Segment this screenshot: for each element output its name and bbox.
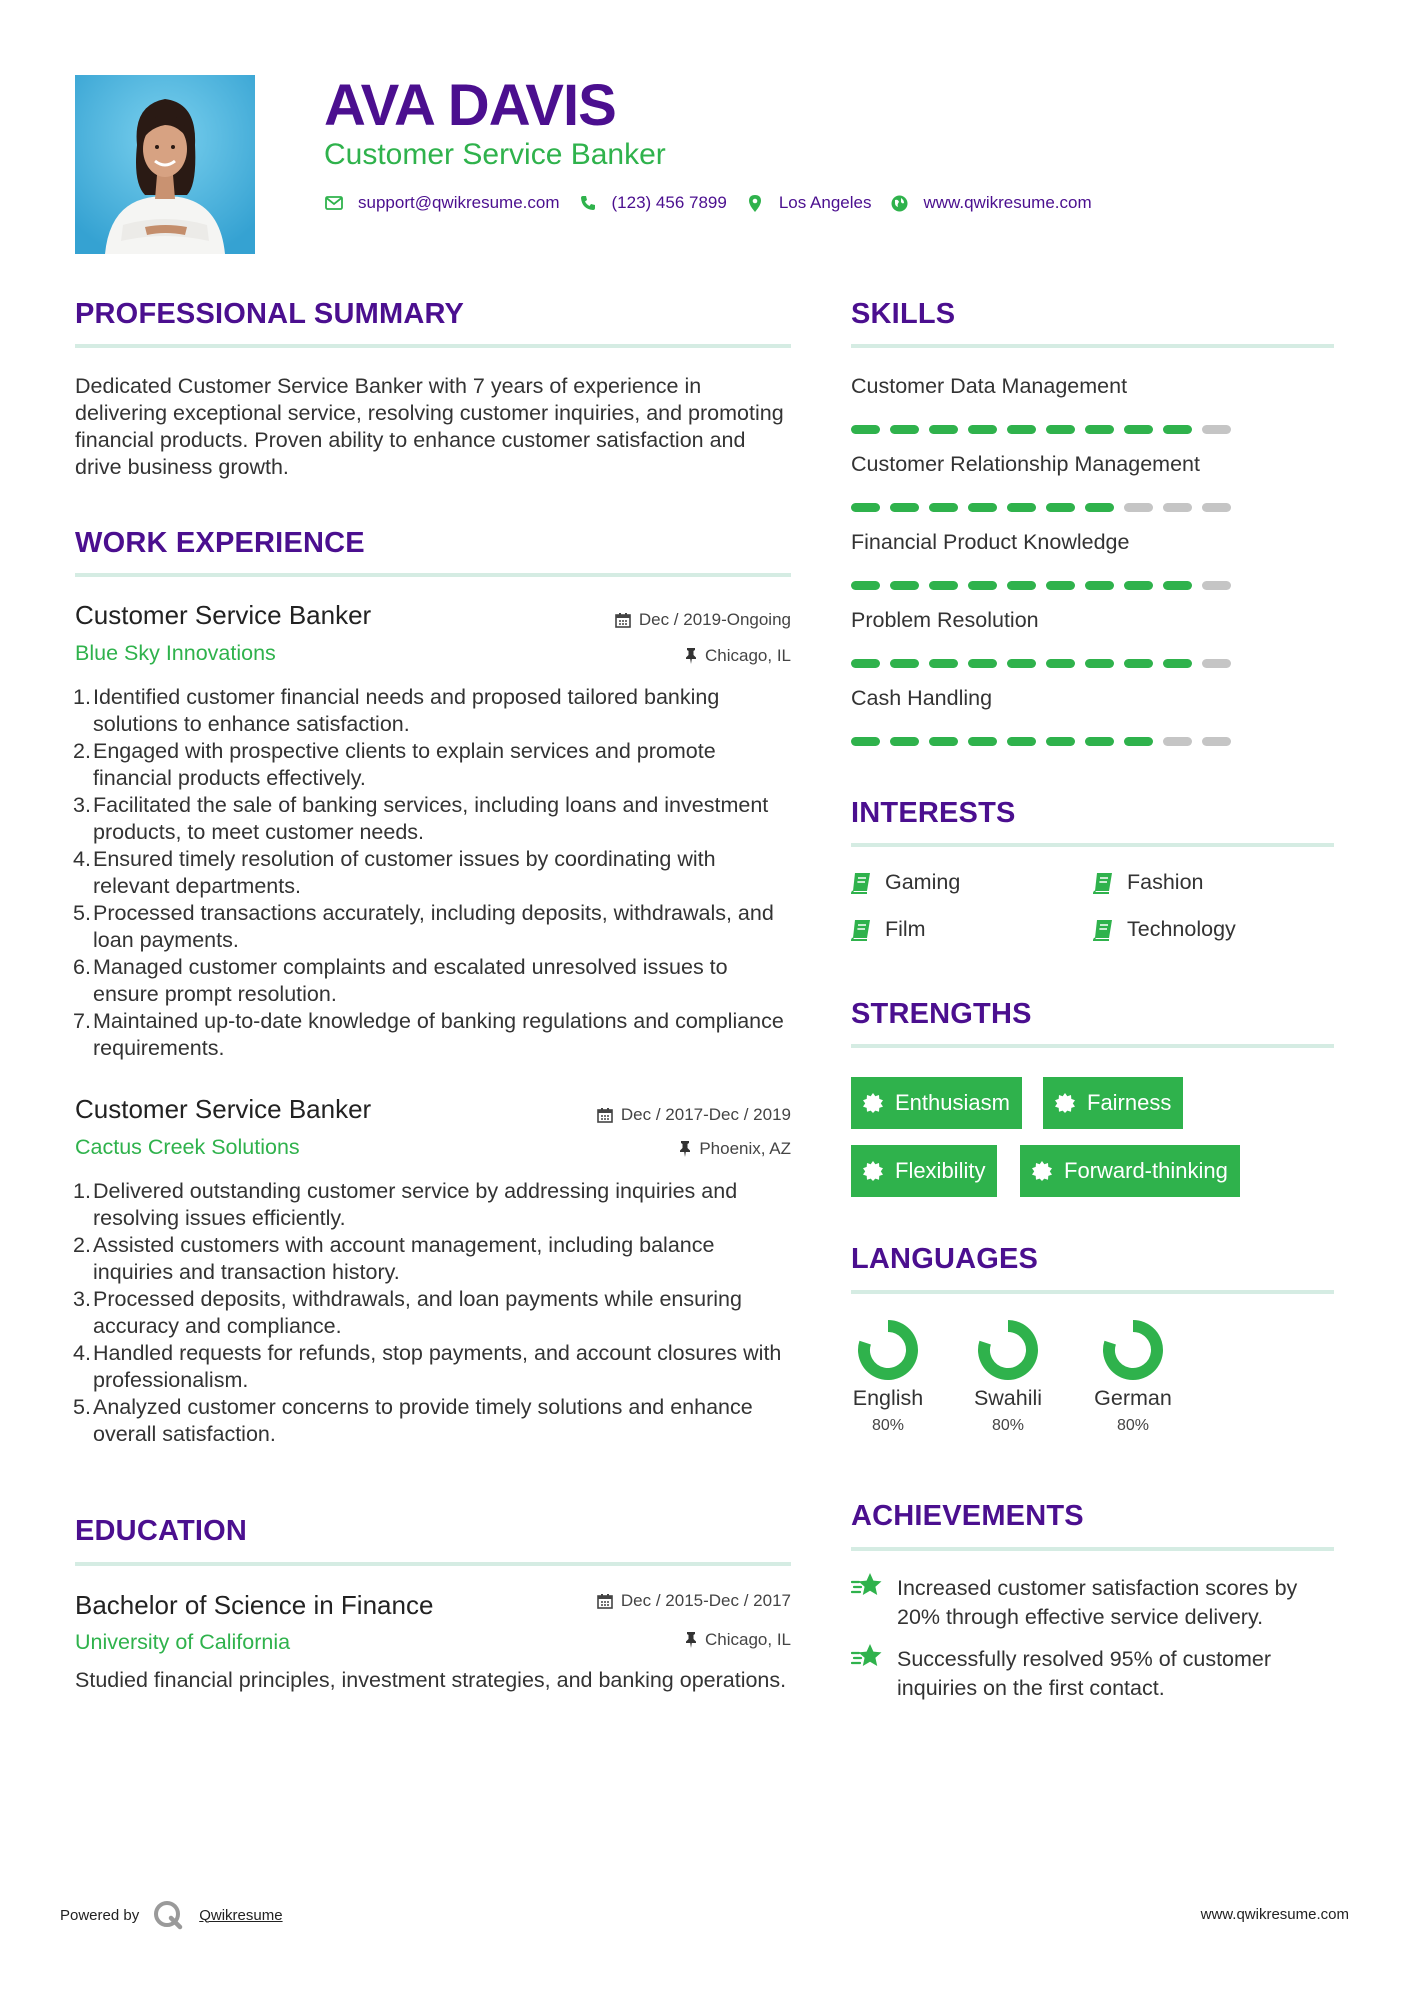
skill-dash-filled: [890, 425, 919, 434]
skill-dash-filled: [968, 425, 997, 434]
summary-text: Dedicated Customer Service Banker with 7 years of experience in delivering exceptional service, resolving customer inquiries, and promoting financial products. Proven ability to enhance customer satisfaction and drive business growth.: [75, 374, 784, 479]
summary-divider: [75, 344, 791, 348]
achievement-item: Increased customer satisfaction scores by 20% through effective service delivery.: [851, 1574, 1341, 1632]
profile-photo: [75, 75, 255, 254]
achievement-item: Successfully resolved 95% of customer inquiries on the first contact.: [851, 1645, 1341, 1703]
phone-icon: [578, 193, 598, 213]
list-item: 2. Engaged with prospective clients to explain services and promote financial products effectively.: [73, 739, 716, 790]
skill-dash-filled: [1085, 581, 1114, 590]
strengths-heading: STRENGTHS: [851, 998, 1032, 1030]
interest-item: Film: [851, 917, 926, 942]
job-2-title: Customer Service Banker: [75, 1094, 372, 1124]
education-degree: Bachelor of Science in Finance: [75, 1590, 434, 1620]
languages-heading: LANGUAGES: [851, 1243, 1039, 1275]
language-name: German: [1094, 1386, 1172, 1410]
language-level-arc: [864, 1326, 912, 1374]
language-item: [953, 1318, 1063, 1435]
skill-dash-filled: [1124, 659, 1153, 668]
work-heading: WORK EXPERIENCE: [75, 527, 365, 559]
skill-dash-filled: [851, 737, 880, 746]
job-1-location-text: Chicago, IL: [705, 646, 791, 665]
skills-divider: [851, 344, 1334, 348]
star-icon: [851, 1643, 883, 1671]
globe-icon: [889, 193, 909, 213]
skill-dash-empty: [1202, 503, 1231, 512]
brand-link[interactable]: Qwikresume: [199, 1906, 283, 1924]
job-1-dates-text: Dec / 2019-Ongoing: [638, 610, 791, 629]
phone-text: (123) 456 7899: [611, 193, 727, 212]
language-item: [1078, 1318, 1188, 1435]
language-level-arc: [1109, 1326, 1157, 1374]
skill-dash-filled: [929, 503, 958, 512]
education-school: University of California: [75, 1630, 291, 1654]
skill-name: Customer Data Management: [851, 374, 1128, 398]
achievements-divider: [851, 1547, 1334, 1551]
strength-tag: Fairness: [1043, 1077, 1183, 1129]
education-description: Studied financial principles, investment strategies, and banking operations.: [75, 1668, 787, 1692]
pushpin-icon: [685, 648, 697, 664]
education-location: [685, 1630, 791, 1650]
skill-dash-filled: [851, 581, 880, 590]
contact-email[interactable]: [324, 193, 560, 213]
job-1-dates: [615, 610, 791, 630]
job-2-location: [679, 1139, 791, 1159]
candidate-title: Customer Service Banker: [324, 138, 666, 171]
skill-level-bar: [851, 737, 1241, 746]
job-1-duties: [75, 684, 795, 1062]
list-item: 1. Identified customer financial needs and proposed tailored banking solutions to enhance satisfaction.: [73, 685, 720, 736]
calendar-icon: [597, 1593, 613, 1609]
contact-phone[interactable]: [578, 193, 727, 213]
job-2-location-text: Phoenix, AZ: [699, 1139, 791, 1158]
language-level-ring: [856, 1318, 920, 1382]
language-level-arc: [984, 1326, 1032, 1374]
skill-dash-empty: [1124, 503, 1153, 512]
skill-dash-filled: [1007, 581, 1036, 590]
skill-dash-filled: [851, 503, 880, 512]
languages-divider: [851, 1290, 1334, 1294]
skill-dash-filled: [1085, 503, 1114, 512]
skill-dash-filled: [890, 659, 919, 668]
interest-item: Technology: [1093, 917, 1236, 942]
star-icon: [851, 1572, 883, 1600]
skill-dash-filled: [1046, 503, 1075, 512]
skill-dash-filled: [1007, 503, 1036, 512]
skill-dash-filled: [890, 737, 919, 746]
list-item: 3. Processed deposits, withdrawals, and loan payments while ensuring accuracy and compliance.: [73, 1287, 742, 1338]
job-2-dates-text: Dec / 2017-Dec / 2019: [620, 1105, 791, 1124]
skill-level-bar: [851, 503, 1241, 512]
skill-dash-filled: [929, 659, 958, 668]
list-item: 4. Handled requests for refunds, stop payments, and account closures with professionalism.: [73, 1341, 782, 1392]
pushpin-icon: [679, 1141, 691, 1157]
skill-dash-filled: [1163, 425, 1192, 434]
skills-heading: SKILLS: [851, 298, 956, 330]
skill-dash-filled: [1085, 737, 1114, 746]
skill-level-bar: [851, 425, 1241, 434]
skill-level-bar: [851, 659, 1241, 668]
job-2-company: Cactus Creek Solutions: [75, 1135, 300, 1159]
skill-dash-filled: [1163, 659, 1192, 668]
badge-icon: [1032, 1161, 1052, 1181]
skill-dash-filled: [1046, 425, 1075, 434]
language-percent: 80%: [991, 1417, 1025, 1434]
work-divider: [75, 573, 791, 577]
skill-dash-filled: [929, 737, 958, 746]
candidate-name: AVA DAVIS: [324, 73, 616, 138]
location-text: Los Angeles: [778, 193, 872, 212]
calendar-icon: [597, 1107, 613, 1123]
skill-dash-empty: [1163, 737, 1192, 746]
contact-bar: [324, 193, 1110, 213]
skill-dash-filled: [851, 659, 880, 668]
education-location-text: Chicago, IL: [705, 1630, 791, 1649]
list-item: 5. Processed transactions accurately, including deposits, withdrawals, and loan payments.: [73, 901, 774, 952]
strength-tag: Forward-thinking: [1020, 1145, 1240, 1197]
list-item: 7. Maintained up-to-date knowledge of banking regulations and compliance requirements.: [73, 1009, 784, 1060]
job-1-location: [685, 646, 791, 666]
interests-heading: INTERESTS: [851, 797, 1016, 829]
calendar-icon: [615, 612, 631, 628]
language-item: [833, 1318, 943, 1435]
skill-dash-empty: [1202, 659, 1231, 668]
skill-name: Customer Relationship Management: [851, 452, 1200, 476]
skill-dash-filled: [968, 581, 997, 590]
skill-dash-filled: [1085, 659, 1114, 668]
skill-dash-filled: [1046, 659, 1075, 668]
skill-dash-filled: [1046, 737, 1075, 746]
interests-divider: [851, 843, 1334, 847]
skill-dash-filled: [968, 503, 997, 512]
list-item: 6. Managed customer complaints and escalated unresolved issues to ensure prompt resolution.: [73, 955, 728, 1006]
book-icon: [1093, 872, 1113, 894]
skill-dash-filled: [1007, 659, 1036, 668]
pushpin-icon: [685, 1632, 697, 1648]
skill-dash-filled: [968, 737, 997, 746]
skill-dash-filled: [929, 425, 958, 434]
contact-website[interactable]: [889, 193, 1091, 213]
map-pin-icon: [745, 193, 765, 213]
skill-dash-empty: [1202, 737, 1231, 746]
qwikresume-logo-icon: [153, 1900, 183, 1930]
envelope-icon: [324, 193, 344, 213]
skill-dash-filled: [851, 425, 880, 434]
job-1-company: Blue Sky Innovations: [75, 641, 276, 665]
strength-tag: Enthusiasm: [851, 1077, 1022, 1129]
skill-level-bar: [851, 581, 1241, 590]
education-dates-text: Dec / 2015-Dec / 2017: [620, 1591, 791, 1610]
language-level-ring: [976, 1318, 1040, 1382]
language-percent: 80%: [871, 1417, 905, 1434]
book-icon: [1093, 919, 1113, 941]
book-icon: [851, 919, 871, 941]
job-1-title: Customer Service Banker: [75, 600, 372, 630]
strengths-divider: [851, 1044, 1334, 1048]
badge-icon: [863, 1161, 883, 1181]
skill-name: Cash Handling: [851, 686, 993, 710]
list-item: 4. Ensured timely resolution of customer issues by coordinating with relevant departments.: [73, 847, 716, 898]
skill-dash-filled: [929, 581, 958, 590]
contact-location: [745, 193, 872, 213]
language-level-ring: [1101, 1318, 1165, 1382]
skill-dash-filled: [1124, 425, 1153, 434]
skill-dash-empty: [1202, 581, 1231, 590]
skill-name: Problem Resolution: [851, 608, 1039, 632]
skill-dash-filled: [1007, 425, 1036, 434]
education-divider: [75, 1562, 791, 1566]
language-name: Swahili: [973, 1386, 1043, 1410]
skill-dash-filled: [1124, 581, 1153, 590]
list-item: 2. Assisted customers with account management, including balance inquiries and transaction history.: [73, 1233, 715, 1284]
job-2-duties: [75, 1178, 795, 1448]
language-percent: 80%: [1116, 1417, 1150, 1434]
achievements-heading: ACHIEVEMENTS: [851, 1500, 1084, 1532]
skill-dash-filled: [1046, 581, 1075, 590]
skill-dash-empty: [1202, 425, 1231, 434]
skill-name: Financial Product Knowledge: [851, 530, 1130, 554]
language-name: English: [852, 1386, 924, 1410]
skill-dash-filled: [1007, 737, 1036, 746]
education-dates: [597, 1591, 791, 1611]
list-item: 5. Analyzed customer concerns to provide timely solutions and enhance overall satisfaction.: [73, 1395, 753, 1446]
skill-dash-filled: [968, 659, 997, 668]
book-icon: [851, 872, 871, 894]
badge-icon: [863, 1093, 883, 1113]
skill-dash-filled: [890, 581, 919, 590]
skill-dash-empty: [1163, 503, 1192, 512]
interest-item: Gaming: [851, 870, 960, 895]
interest-item: Fashion: [1093, 870, 1204, 895]
badge-icon: [1055, 1093, 1075, 1113]
education-heading: EDUCATION: [75, 1515, 248, 1547]
strength-tag: Flexibility: [851, 1145, 997, 1197]
email-text: support@qwikresume.com: [358, 193, 560, 212]
footer-url[interactable]: www.qwikresume.com: [1200, 1906, 1349, 1923]
skill-dash-filled: [890, 503, 919, 512]
footer-powered-by: [60, 1900, 283, 1930]
list-item: 3. Facilitated the sale of banking services, including loans and investment products, to meet customer needs.: [73, 793, 769, 844]
skill-dash-filled: [1124, 737, 1153, 746]
powered-by-label: Powered by: [60, 1906, 140, 1924]
job-2-dates: [597, 1105, 791, 1125]
skill-dash-filled: [1163, 581, 1192, 590]
website-text: www.qwikresume.com: [923, 193, 1092, 212]
summary-heading: PROFESSIONAL SUMMARY: [75, 298, 465, 330]
skill-dash-filled: [1085, 425, 1114, 434]
list-item: 1. Delivered outstanding customer service by addressing inquiries and resolving issues efficiently.: [73, 1179, 738, 1230]
